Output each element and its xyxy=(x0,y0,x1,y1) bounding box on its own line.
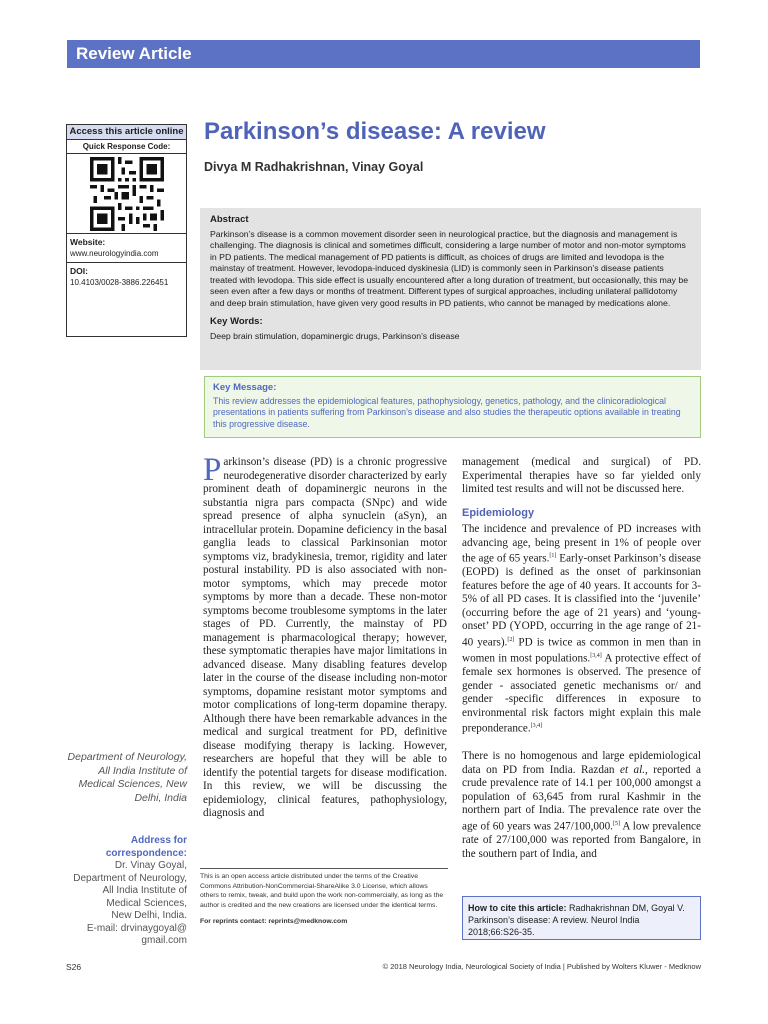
epi-text-a: The incidence and prevalence of PD increases with advancing age, being present in 1% of people over the age of 65 years. xyxy=(462,523,701,565)
epi-text-d: A protective effect of female sex hormones is observed. The presence of gender - associated genetic mechanisms or/ and gender -specific differences in exposure to environmental risk factors might explain this male preponderance. xyxy=(462,652,701,735)
drop-cap: P xyxy=(203,452,222,488)
epidemiology-paragraph-2 xyxy=(462,750,701,861)
citation-box xyxy=(462,896,701,940)
epi-text-b: Early-onset Parkinson’s disease (EOPD) is defined as the onset of parkinsonian features before the age of 40 years. It accounts for 3-5% of all PD cases. It is classified into the ‘juvenile’ (occurring before the age of 21 years) and ‘young-onset’ PD (YOPD, occurring in the age range of 21- 40 years). xyxy=(462,552,701,649)
access-box-header: Access this article online xyxy=(67,125,186,140)
website-link[interactable]: www.neurologyindia.com xyxy=(70,249,159,258)
body-left-column xyxy=(203,452,447,821)
website-label: Website: xyxy=(70,237,106,247)
keywords-text: Deep brain stimulation, dopaminergic drugs, Parkinson’s disease xyxy=(210,330,460,341)
website-section xyxy=(67,234,186,263)
doi-value[interactable]: 10.4103/0028-3886.226451 xyxy=(70,278,169,287)
epidemiology-heading: Epidemiology xyxy=(462,506,535,519)
intro-text: arkinson’s disease (PD) is a chronic progressive neurodegenerative disorder characterized by early prominent death of dopaminergic neurons in the substantia nigra pars compacta (SNpc) and wide spread presence of alpha synuclein (aSyn), an intracellular protein. Dopamine deficiency in the basal ganglia leads to classical Parkinsonian motor symptoms viz, bradykinesia, tremor, rigidity and later postural instability. PD is also associated with non-motor symptoms, which may precede motor symptoms by more than a decade. These non-motor symptoms become troublesome symptoms in the later stages of PD. Currently, the mainstay of PD management is pharmacological therapy; however, these symptomatic therapies have major limitations in advanced disease. Many disabling features develop later in the course of the disease including non-motor symptoms, dopamine resistant motor symptoms and motor complications of long-term dopamine therapy. Although there have been remarkable advances in the medical and surgical treatment for PD, definitive disease modifying therapy is lacking. However, researchers are hopeful that they will be able to identify the potential targets for disease modification. In this review, we will be discussing the epidemiology, clinical features, pathophysiology, diagnosis and xyxy=(203,456,447,819)
key-message-box xyxy=(204,376,701,438)
correspondence-heading: Address for correspondence: xyxy=(105,835,187,859)
page-number: S26 xyxy=(66,962,82,972)
epi2-text-c: A low prevalence rate of 27/100,000 was reported from Bangalore, in the southern part of India, and xyxy=(462,820,701,860)
intro-paragraph xyxy=(203,452,447,821)
access-online-box xyxy=(66,124,187,337)
article-authors: Divya M Radhakrishnan, Vinay Goyal xyxy=(204,160,424,174)
qr-label: Quick Response Code: xyxy=(67,140,186,154)
article-type-banner: Review Article xyxy=(67,40,700,68)
citation-ref[interactable]: [3,4] xyxy=(530,723,543,730)
footer-copyright: © 2018 Neurology India, Neurological Society of India | Published by Wolters Kluwer - Medknow xyxy=(382,962,701,971)
epi-text-c: PD is twice as common in men than in women in most populations. xyxy=(462,636,701,665)
abstract-box xyxy=(200,208,701,370)
license-note xyxy=(200,868,448,927)
corr-line4: New Delhi, India. xyxy=(111,910,187,921)
qr-code[interactable] xyxy=(67,154,186,234)
citation-ref[interactable]: [1] xyxy=(549,553,557,559)
doi-section xyxy=(67,263,186,291)
doi-label: DOI: xyxy=(70,266,88,276)
epi2-text-a: There is no homogenous and large epidemiological data on PD from India. Razdan xyxy=(462,750,701,776)
article-title: Parkinson’s disease: A review xyxy=(204,118,546,145)
corr-line3: Medical Sciences, xyxy=(106,897,187,909)
citation-ref[interactable]: [3,4] xyxy=(590,652,602,659)
epi2-text-b: , reported a crude prevalence rate of 14.1 per 100,000 amongst a population of 63,645 from rural Kashmir in the northern part of India. The prevalence rate over the age of 60 years was 247/100,000. xyxy=(462,763,701,833)
key-message-heading: Key Message: xyxy=(213,382,277,393)
epidemiology-paragraph-1 xyxy=(462,523,701,736)
author-affiliation: Department of Neurology, All India Institute of Medical Sciences, New Delhi, India xyxy=(67,751,187,804)
license-text: This is an open access article distributed under the terms of the Creative Commons Attribution-NonCommercial-ShareAlike 3.0 License, which allows others to remix, tweak, and build upon the work non-commercially, as long as the author is credited and the new creations are licensed under the identical terms. xyxy=(200,873,444,909)
citation-ref[interactable]: [2] xyxy=(507,636,515,643)
body-right-column xyxy=(462,456,701,861)
key-message-text: This review addresses the epidemiological features, pathophysiology, genetics, pathology, and the clinicoradiological presentations in patients suffering from Parkinson’s disease and also studies the therapeutic options available in treating this progressive disease. xyxy=(213,395,681,429)
cite-text: Radhakrishnan DM, Goyal V. Parkinson’s disease: A review. Neurol India 2018;66:S26-35. xyxy=(468,903,685,937)
corr-line1: Department of Neurology, xyxy=(73,872,187,884)
et-al: et al. xyxy=(619,763,646,776)
qr-code-icon xyxy=(90,157,164,231)
cite-label: How to cite this article: xyxy=(468,903,567,913)
corr-email-1[interactable]: E-mail: drvinaygoyal@ xyxy=(86,922,187,934)
corr-line2: All India Institute of xyxy=(102,885,187,896)
intro-continued: management (medical and surgical) of PD. Experimental therapies have so far yielded only limited test results and will not be discussed here. xyxy=(462,456,701,495)
abstract-text: Parkinson’s disease is a common movement disorder seen in neurological practice, but the diagnosis and management is challenging. The diagnosis is clinical and sometimes difficult, considering a large number of motor and non-motor symptoms in PD patients. The medical management of PD patients is difficult, as choices of drugs are limited and levodopa is the mainstay of treatment. However, levodopa-induced dyskinesia (LID) is commonly seen in Parkinson’s disease patients treated with levodopa. This side effect is usually encountered after a long duration of treatment, but occasionally, this may be seen even after a few days or months of treatment. Different types of surgical approaches, including unilateral pallidotomy and deep brain stimulation, have given very good results in PD patients, who cannot be managed by medications alone. xyxy=(210,228,689,308)
corr-name: Dr. Vinay Goyal, xyxy=(114,860,187,871)
correspondence-block xyxy=(60,835,187,948)
abstract-heading: Abstract xyxy=(210,214,249,225)
corr-email-2[interactable]: gmail.com xyxy=(141,935,187,946)
keywords-heading: Key Words: xyxy=(210,316,263,327)
reprints-contact[interactable]: For reprints contact: reprints@medknow.com xyxy=(200,918,348,925)
citation-ref[interactable]: [5] xyxy=(612,820,620,827)
